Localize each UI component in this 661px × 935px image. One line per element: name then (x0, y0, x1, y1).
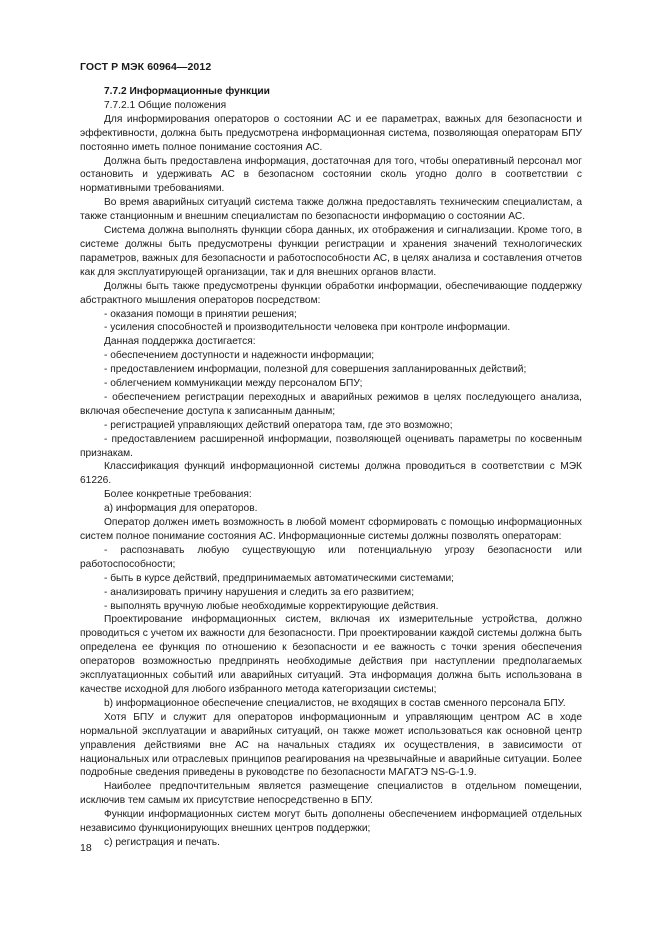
list-item: - регистрацией управляющих действий оператора там, где это возможно; (104, 419, 453, 431)
paragraph: Данная поддержка достигается: (104, 336, 256, 348)
paragraph: Во время аварийных ситуаций система также должна предоставлять техническим специалистам, а также станционным и внешним специалистам по безопасности информацию о состоянии АС. (80, 197, 582, 223)
list-item: b) информационное обеспечение специалистов, не входящих в состав сменного персонала БПУ. (104, 697, 566, 709)
paragraph: Хотя БПУ и служит для операторов информационным и управляющим центром АС в ходе нормальной эксплуатации и аварийных ситуаций, он также может использоваться как основной центр управления действиями вне АС на начальных стадиях их осуществления, в зависимости от национальных или отраслевых принципов реагирования на чрезвычайные и аварийные ситуации. Более подробные сведения приведены в руководстве по безопасности МАГАТЭ NS-G-1.9. (80, 711, 582, 779)
page-number: 18 (80, 842, 92, 854)
list-item: - анализировать причину нарушения и следить за его развитием; (104, 586, 415, 598)
list-item: - оказания помощи в принятии решения; (104, 308, 297, 320)
list-item: - распознавать любую существующую или потенциальную угрозу безопасности или работоспособности; (80, 544, 582, 570)
paragraph: 7.7.2.1 Общие положения (104, 99, 227, 111)
list-item: - усиления способностей и производительности человека при контроле информации. (104, 322, 511, 334)
document-header: ГОСТ Р МЭК 60964—2012 (80, 61, 212, 73)
list-item: - обеспечением доступности и надежности информации; (104, 350, 375, 362)
paragraph: Должна быть предоставлена информация, достаточная для того, чтобы оперативный персонал мог остановить и удерживать АС в безопасном состоянии сколь угодно долго в соответствии с нормативными требованиями. (80, 155, 582, 195)
paragraph: Оператор должен иметь возможность в любой момент сформировать с помощью информационных систем полное понимание состояния АС. Информационные системы должны позволять операторам: (80, 517, 582, 542)
list-item: - предоставлением расширенной информации, позволяющей оценивать параметры по косвенным признакам. (80, 433, 582, 459)
list-item: a) информация для операторов. (104, 503, 258, 515)
paragraph: Должны быть также предусмотрены функции обработки информации, обеспечивающие поддержку абстрактного мышления операторов посредством: (80, 280, 582, 306)
list-item: c) регистрация и печать. (104, 836, 220, 848)
section-title: 7.7.2 Информационные функции (104, 86, 270, 97)
paragraph: Система должна выполнять функции сбора данных, их отображения и сигнализации. Кроме того, в системе должны быть предусмотрены функции регистрации и хранения значений технологических параметров, важных для безопасности и работоспособности АС, в целях анализа и составления отчетов как для эксплуатирующей организации, так и для внешних органов власти. (80, 225, 582, 278)
list-item: - облегчением коммуникации между персоналом БПУ; (104, 378, 363, 390)
list-item: - предоставлением информации, полезной для совершения запланированных действий; (104, 364, 527, 376)
paragraph: Классификация функций информационной системы должна проводиться в соответствии с МЭК 61226. (80, 461, 582, 487)
paragraph: Для информирования операторов о состоянии АС и ее параметрах, важных для безопасности и эффективности, должна быть предусмотрена информационная система, позволяющая операторам БПУ постоянно иметь полное понимание состояния АС. (80, 113, 582, 153)
paragraph: Наиболее предпочтительным является размещение специалистов в отдельном помещении, исключив тем самым их присутствие непосредственно в БПУ. (80, 781, 582, 807)
paragraph: Более конкретные требования: (104, 489, 252, 501)
paragraph: Функции информационных систем могут быть дополнены обеспечением информацией отдельных независимо функционирующих внешних центров поддержки; (80, 809, 582, 835)
paragraph: Проектирование информационных систем, включая их измерительные устройства, должно проводиться с учетом их важности для безопасности. При проектировании каждой системы должна быть определена ее функция по отношению к безопасности и ее важность с точки зрения обеспечения операторов возможностью предпринять необходимые действия при наступлении предполагаемых эксплуатационных событий или аварийных ситуаций. Эта информация должна быть использована в качестве исходной для любого избранного метода категоризации системы; (80, 614, 582, 695)
list-item: - обеспечением регистрации переходных и аварийных режимов в целях последующего анализа, включая обеспечение доступа к записанным данным; (80, 391, 582, 417)
list-item: - быть в курсе действий, предпринимаемых автоматическими системами; (104, 572, 454, 584)
body-text (80, 85, 582, 850)
list-item: - выполнять вручную любые необходимые корректирующие действия. (104, 600, 439, 612)
